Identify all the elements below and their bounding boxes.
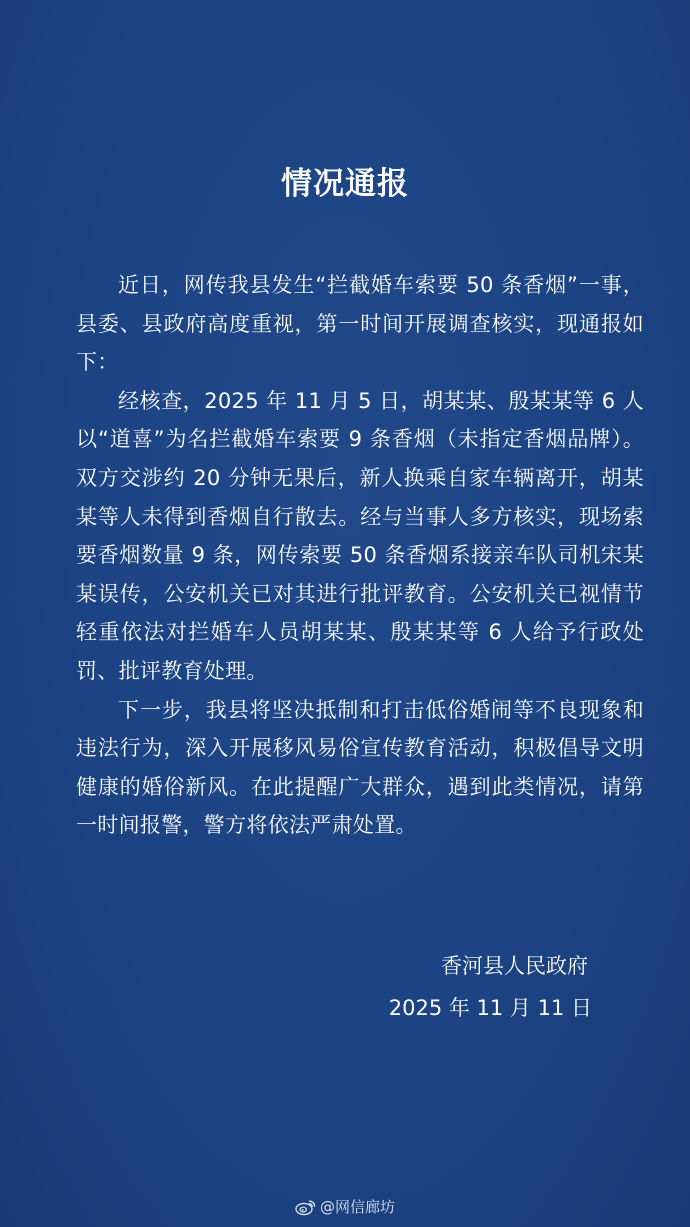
issue-date: 2025 年 11 月 11 日 xyxy=(388,996,592,1020)
watermark xyxy=(0,1196,690,1218)
watermark-text: @网信廊坊 xyxy=(319,1198,395,1216)
paragraph-intro: 近日，网传我县发生“拦截婚车索要 50 条香烟”一事，县委、县政府高度重视，第一时间开展调查核实，现通报如下： xyxy=(76,273,644,375)
paragraph-findings: 经核查，2025 年 11 月 5 日，胡某某、殷某某等 6 人以“道喜”为名拦截婚车索要 9 条香烟（未指定香烟品牌）。双方交涉约 20 分钟无果后，新人换乘自家车辆离开，胡某某等人未得到香烟自行散去。经与当事人多方核实，现场索要香烟数量 9 条，网传索要 50 条香烟系接亲车队司机宋某某误传，公安机关已对其进行批评教育。公安机关已视情节轻重依法对拦婚车人员胡某某、殷某某等 6 人给予行政处罚、批评教育处理。 xyxy=(76,388,644,683)
weibo-icon xyxy=(295,1198,317,1216)
issuer-name: 香河县人民政府 xyxy=(441,954,588,978)
signature-block xyxy=(389,945,592,1029)
paragraph-next-steps: 下一步，我县将坚决抵制和打击低俗婚闹等不良现象和违法行为，深入开展移风易俗宣传教育活动，积极倡导文明健康的婚俗新风。在此提醒广大群众，遇到此类情况，请第一时间报警，警方将依法严肃处置。 xyxy=(76,697,644,838)
notice-body xyxy=(76,266,644,845)
notice-title: 情况通报 xyxy=(281,166,409,202)
